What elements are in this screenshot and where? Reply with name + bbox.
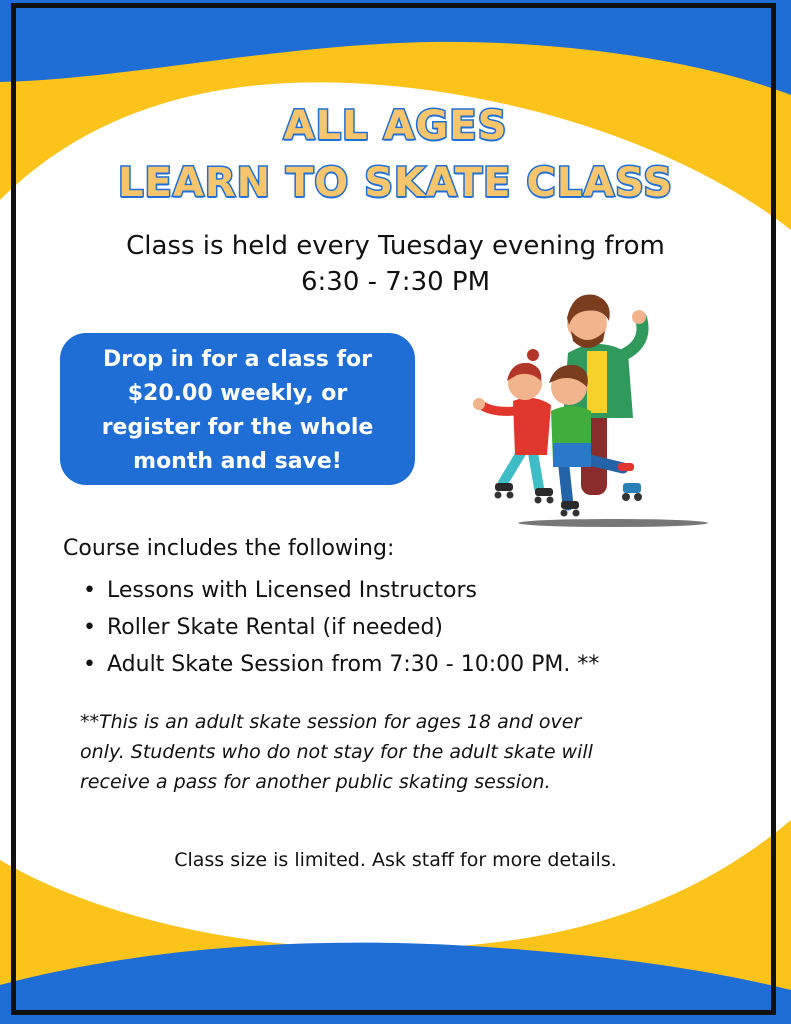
note-line: receive a pass for another public skating session. [80,771,551,793]
callout-line: Drop in for a class for [102,347,372,372]
footer-text: Class size is limited. Ask staff for more details. [174,849,617,871]
list-item-label: Lessons with Licensed Instructors [107,578,477,603]
callout-line: $20.00 weekly, or [127,381,348,406]
includes-list [83,572,599,683]
bullet-icon: • [83,615,96,640]
headline-line-1: ALL AGES [283,103,508,149]
list-item-label: Adult Skate Session from 7:30 - 10:00 PM. ** [107,652,600,677]
callout-line: register for the whole [101,415,374,440]
list-item [83,646,599,683]
includes-heading: Course includes the following: [63,536,395,561]
skating-family-illustration [463,283,713,533]
note-line: **This is an adult skate session for ages 18 and over [80,711,582,733]
ground-shadow [518,519,708,527]
headline-line-2: LEARN TO SKATE CLASS [118,160,673,206]
bullet-icon: • [83,578,96,603]
adult-session-note [80,707,720,797]
list-item-label: Roller Skate Rental (if needed) [107,615,443,640]
pricing-callout [60,333,415,485]
callout-line: month and save! [133,449,342,474]
girl-figure [473,349,554,504]
list-item [83,609,599,646]
list-item [83,572,599,609]
schedule-line-1: Class is held every Tuesday evening from [126,231,665,261]
schedule-time: 6:30 - 7:30 PM [300,267,491,297]
bullet-icon: • [83,652,96,677]
note-line: only. Students who do not stay for the adult skate will [80,741,593,763]
